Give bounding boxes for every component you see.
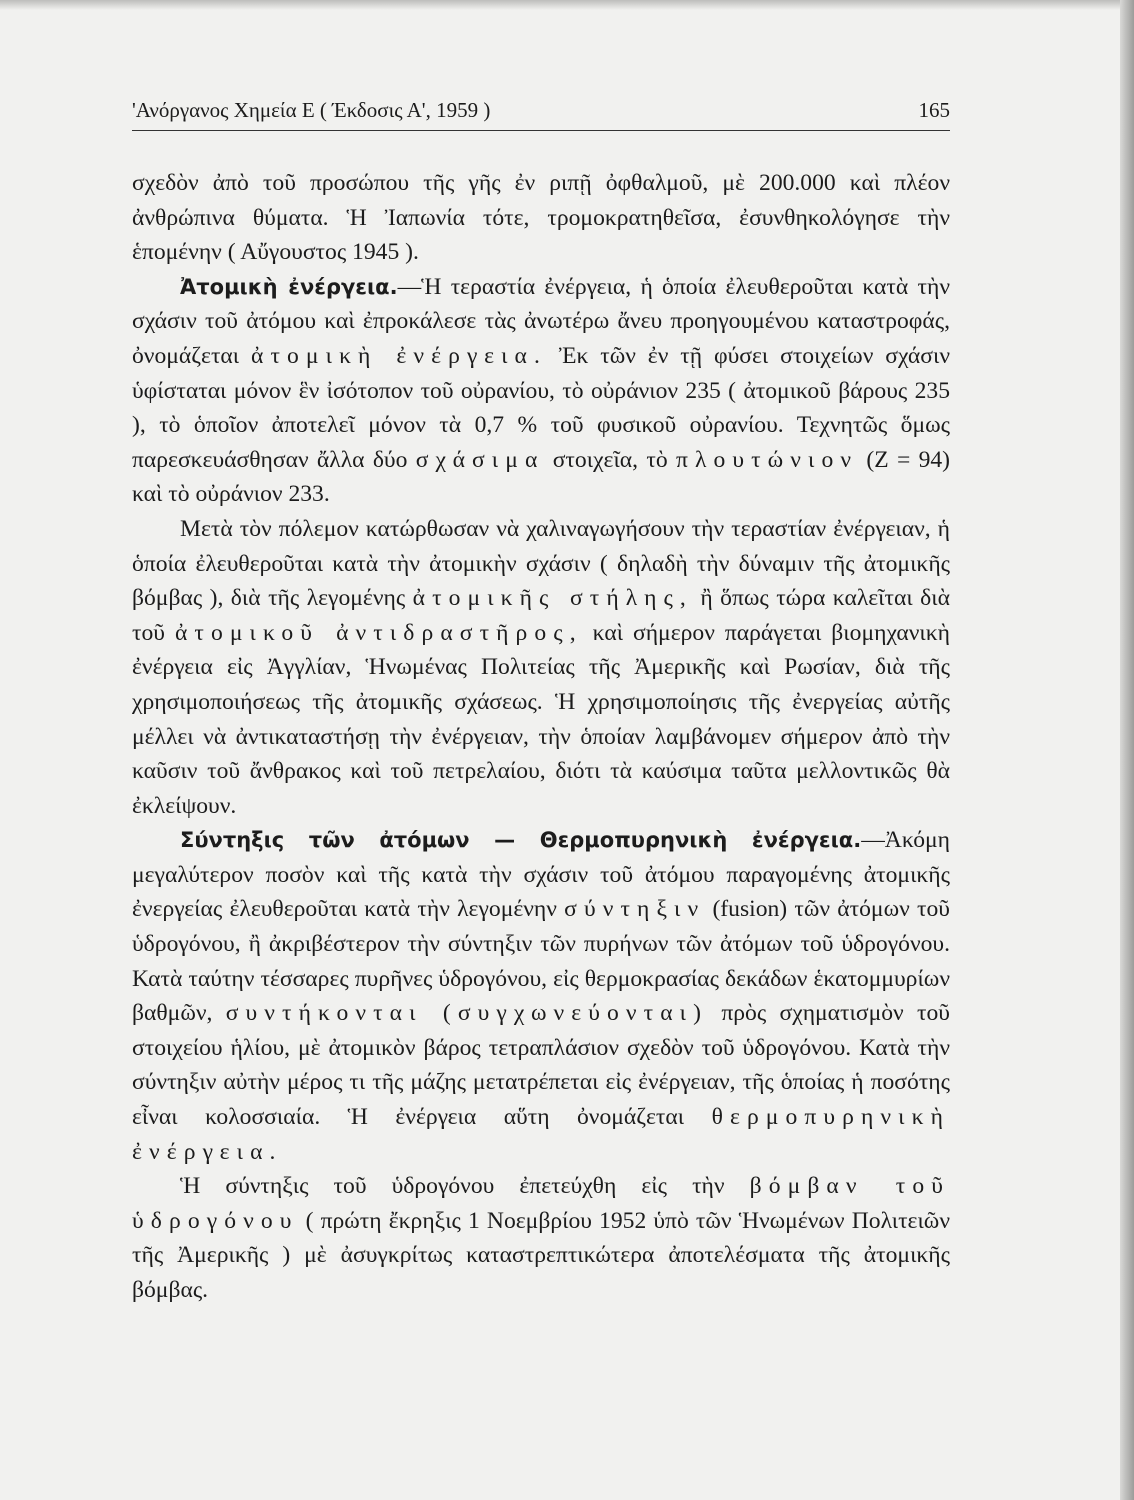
p5-text-1: Ἡ σύντηξις τοῦ ὑδρογόνου ἐπετεύχθη εἰς τὴν: [180, 1173, 725, 1200]
p2-text-1: —Ἡ τεραστία ἐνέργεια, ἡ ὁποία ἐλευθεροῦται κατὰ τὴν σχάσιν τοῦ ἀτόμου καὶ ἐπροκάλεσε τὰς ἀνωτέρω ἄνευ προηγουμένου καταστροφάς, ὀνομάζεται: [132, 273, 950, 369]
p5-text-2: ( πρώτη ἔκρηξις 1 Νοεμβρίου 1952 ὑπὸ τῶν Ἡνωμένων Πολιτειῶν τῆς Ἀμερικῆς ) μὲ ἀσυγκρίτως καταστρεπτικώτερα ἀποτελέσματα τῆς ἀτομικῆς βόμβας.: [132, 1207, 951, 1303]
p3-text-2: ἢ ὅπως τώρα καλεῖται διὰ τοῦ: [132, 585, 950, 646]
emphasis-fissile: σχάσιμα: [415, 446, 545, 473]
paragraph-2: [132, 270, 950, 512]
emphasis-hydrogen-bomb: βόμβαν τοῦ ὑδρογόνου: [132, 1173, 950, 1234]
p3-text-1: Μετὰ τὸν πόλεμον κατώρθωσαν νὰ χαλιναγωγήσουν τὴν τεραστίαν ἐνέργειαν, ἡ ὁποία ἐλευθεροῦται κατὰ τὴν ἀτομικὴν σχάσιν ( δηλαδὴ τὴν δύναμιν τῆς ἀτομικῆς βόμβας ), διὰ τῆς λεγομένης: [132, 515, 950, 612]
paragraph-5: [132, 1169, 950, 1307]
page-number: 165: [918, 98, 950, 122]
scan-page-edge: [1120, 0, 1134, 1500]
p4-text-3: πρὸς σχηματισμὸν τοῦ στοιχείου ἡλίου, μὲ ἀτομικὸν βάρος τετραπλάσιον σχεδὸν τοῦ ὑδρογόνου. Κατὰ τὴν σύντηξιν αὐτὴν μέρος τι τῆς μάζης μετατρέπεται εἰς ἐνέργειαν, τῆς ὁποίας ἡ ποσότης εἶναι κολοσσιαία. Ἡ ἐνέργεια αὕτη ὀνομάζεται: [132, 1000, 950, 1131]
paragraph-3: [132, 512, 950, 823]
emphasis-atomic-energy: ἀτομικὴ ἐνέργεια.: [251, 342, 547, 369]
p2-text-2: Ἐκ τῶν ἐν τῇ φύσει στοιχείων σχάσιν ὑφίσταται μόνον ἓν ἰσότοπον τοῦ οὐρανίου, τὸ οὐράνιον 235 ( ἀτομικοῦ βάρους 235 ), τὸ ὁποῖον ἀποτελεῖ μόνον τὰ 0,7 % τοῦ φυσικοῦ οὐρανίου. Τεχνητῶς ὅμως παρεσκευάσθησαν ἄλλα δύο: [132, 342, 951, 473]
paragraph-4: [132, 823, 950, 1169]
emphasis-atomic-reactor: ἀτομικοῦ ἀντιδραστῆρος,: [174, 619, 583, 646]
p4-text-2: (fusion) τῶν ἀτόμων τοῦ ὑδρογόνου, ἢ ἀκριβέστερον τὴν σύντηξιν τῶν πυρήνων τῶν ἀτόμων τοῦ ὑδρογόνου. Κατὰ ταύτην τέσσαρες πυρῆνες ὑδρογόνου, εἰς θερμοκρασίας δεκάδων ἑκατομμυρίων βαθμῶν,: [132, 896, 950, 1027]
emphasis-plutonium: πλουτώνιον: [675, 446, 859, 473]
section-heading-atomic-energy: Ἀτομικὴ ἐνέργεια.: [180, 274, 398, 299]
p2-text-4: (Z = 94) καὶ τὸ οὐράνιον 233.: [132, 446, 951, 508]
section-heading-fusion: Σύντηξις τῶν ἀτόμων — Θερμοπυρηνικὴ ἐνέργεια.: [180, 828, 862, 853]
text-body: [132, 166, 950, 1308]
emphasis-atomic-pile: ἀτομικῆς στήλης,: [412, 585, 693, 612]
p3-text-3: καὶ σήμερον παράγεται βιομηχανικὴ ἐνέργεια εἰς Ἀγγλίαν, Ἡνωμένας Πολιτείας τῆς Ἀμερικῆς καὶ Ρωσίαν, διὰ τῆς χρησιμοποιήσεως τῆς ἀτομικῆς σχάσεως. Ἡ χρησιμοποίησις τῆς ἐνεργείας αὐτῆς μέλλει νὰ ἀντικαταστήσῃ τὴν ἐνέργειαν, τὴν ὁποίαν λαμβάνομεν σήμερον ἀπὸ τὴν καῦσιν τοῦ ἄνθρακος καὶ τοῦ πετρελαίου, διότι τὰ καύσιμα ταῦτα μελλοντικῶς θὰ ἐκλείψουν.: [132, 619, 950, 819]
emphasis-thermonuclear: θερμοπυρηνικὴ ἐνέργεια.: [132, 1104, 950, 1165]
scan-top-edge: [0, 0, 1134, 10]
running-head: [132, 98, 950, 131]
p2-text-3: στοιχεῖα, τὸ: [552, 446, 668, 473]
emphasis-fuse: συντήκονται (συγχωνεύονται): [225, 1000, 709, 1027]
paragraph-1: σχεδὸν ἀπὸ τοῦ προσώπου τῆς γῆς ἐν ριπῇ ὀφθαλμοῦ, μὲ 200.000 καὶ πλέον ἀνθρώπινα θύματα. Ἡ Ἰαπωνία τότε, τρομοκρατηθεῖσα, ἐσυνθηκολόγησε τὴν ἑπομένην ( Αὔγουστος 1945 ).: [132, 170, 950, 266]
p4-text-1: —Ἀκόμη μεγαλύτερον ποσὸν καὶ τῆς κατὰ τὴν σχάσιν τοῦ ἀτόμου παραγομένης ἀτομικῆς ἐνεργείας ἐλευθεροῦται κατὰ τὴν λεγομένην: [132, 827, 950, 923]
emphasis-fusion: σύντηξιν: [564, 896, 706, 923]
running-title: 'Ανόργανος Χημεία Ε ( Έκδοσις Α', 1959 ): [132, 98, 491, 122]
